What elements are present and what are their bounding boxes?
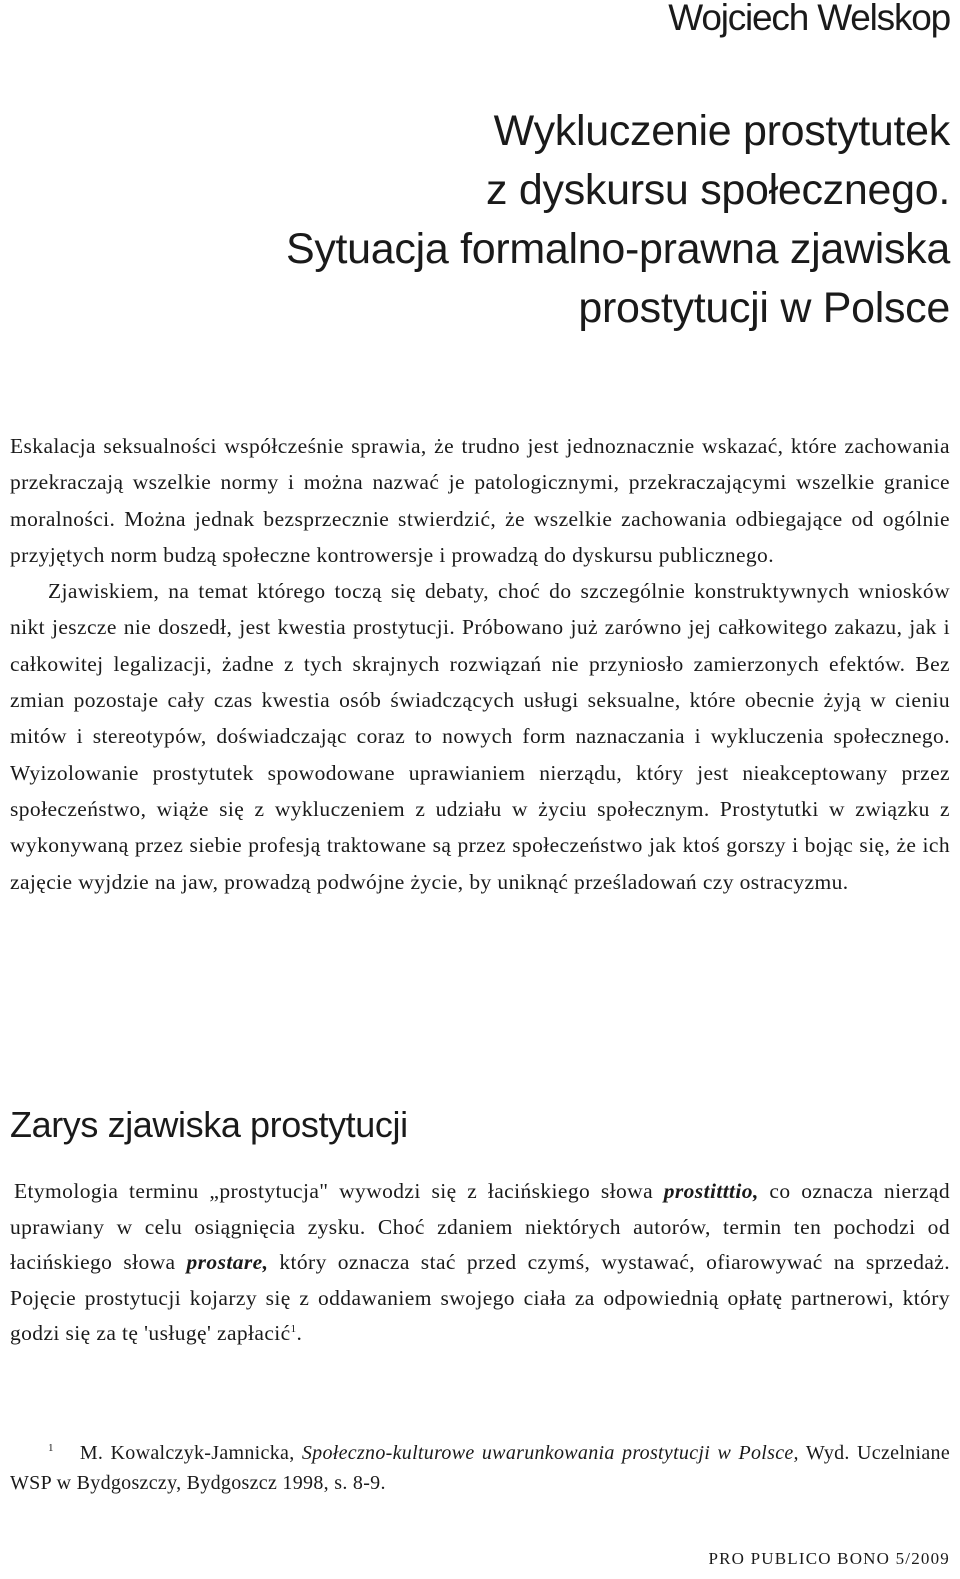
title-line: z dyskursu społecznego. [486, 166, 950, 214]
section-text-part: co oznacza nierząd uprawiany w celu osiągnięcia zysku. Choć zdaniem niektórych autorów, termin ten pochodzi od łacińskiego słowa [10, 1179, 950, 1274]
intro-paragraph-2: Zjawiskiem, na temat którego toczą się debaty, choć do szczególnie konstruktywnych wniosków nikt jeszcze nie doszedł, jest kwestia prostytucji. Próbowano już zarówno jej całkowitego zakazu, jak i całkowitej legalizacji, żadne z tych skrajnych rozwiązań nie przyniosło zamierzonych efektów. Bez zmian pozostaje cały czas kwestia osób świadczących usługi seksualne, które obecnie żyją w cieniu mitów i stereotypów, doświadczając coraz to nowych form naznaczania i wykluczenia społecznego. Wyizolowanie prostytutek spowodowane uprawianiem nierządu, który jest nieakceptowany przez społeczeństwo, wiąże się z wykluczeniem z udziału w życiu społecznym. Prostytutki w związku z wykonywaną przez siebie profesją traktowane są przez społeczeństwo jak ktoś gorszy i bojąc się, że ich zajęcie wyjdzie na jaw, prowadzą podwójne życie, by uniknąć prześladowań czy ostracyzmu. [10, 579, 950, 894]
footnote-work-title: Społeczno-kulturowe uwarunkowania prostytucji w Polsce, [301, 1442, 799, 1464]
running-footer: PRO PUBLICO BONO 5/2009 [708, 1549, 950, 1568]
title-line: Sytuacja formalno-prawna zjawiska [285, 225, 950, 273]
footnote-number: 1 [48, 1442, 54, 1455]
section-text-part: który oznacza stać przed czymś, wystawać, ofiarowywać na sprzedaż. Pojęcie prostytucji kojarzy się z oddawaniem swojego ciała za odpowiednią opłatę partnerowi, który godzi się za tę 'usługę' zapłacić [10, 1250, 950, 1345]
footnote-reference[interactable]: 1 [290, 1322, 297, 1335]
footnote-publisher: Wyd. Uczelniane WSP w Bydgoszczy, Bydgoszcz 1998, s. 8-9. [10, 1442, 950, 1494]
section-text-part: Etymologia terminu „prostytucja" wywodzi się z łacińskiego słowa [14, 1179, 664, 1203]
article-title [190, 102, 950, 338]
intro-text [10, 428, 950, 900]
footnote-author: M. Kowalczyk-Jamnicka, [79, 1442, 302, 1464]
section-paragraph [10, 1174, 950, 1352]
footnote [10, 1438, 950, 1498]
intro-paragraph-1: Eskalacja seksualności współcześnie sprawia, że trudno jest jednoznacznie wskazać, które zachowania przekraczają wszelkie normy i można nazwać je patologicznymi, przekraczającymi wszelkie granice moralności. Można jednak bezsprzecznie stwierdzić, że wszelkie zachowania odbiegające od ogólnie przyjętych norm budzą społeczne kontrowersje i prowadzą do dyskursu publicznego. [10, 434, 950, 567]
section-text [10, 1174, 950, 1352]
footnote-entry [10, 1438, 950, 1498]
title-line: Wykluczenie prostytutek [493, 107, 950, 155]
author-name: Wojciech Welskop [668, 0, 950, 38]
title-line: prostytucji w Polsce [578, 284, 950, 332]
section-heading: Zarys zjawiska prostytucji [10, 1104, 408, 1145]
latin-term-prostitutio: prostitttio, [663, 1179, 759, 1203]
latin-term-prostare: prostare, [186, 1250, 269, 1274]
section-text-end: . [296, 1321, 303, 1345]
